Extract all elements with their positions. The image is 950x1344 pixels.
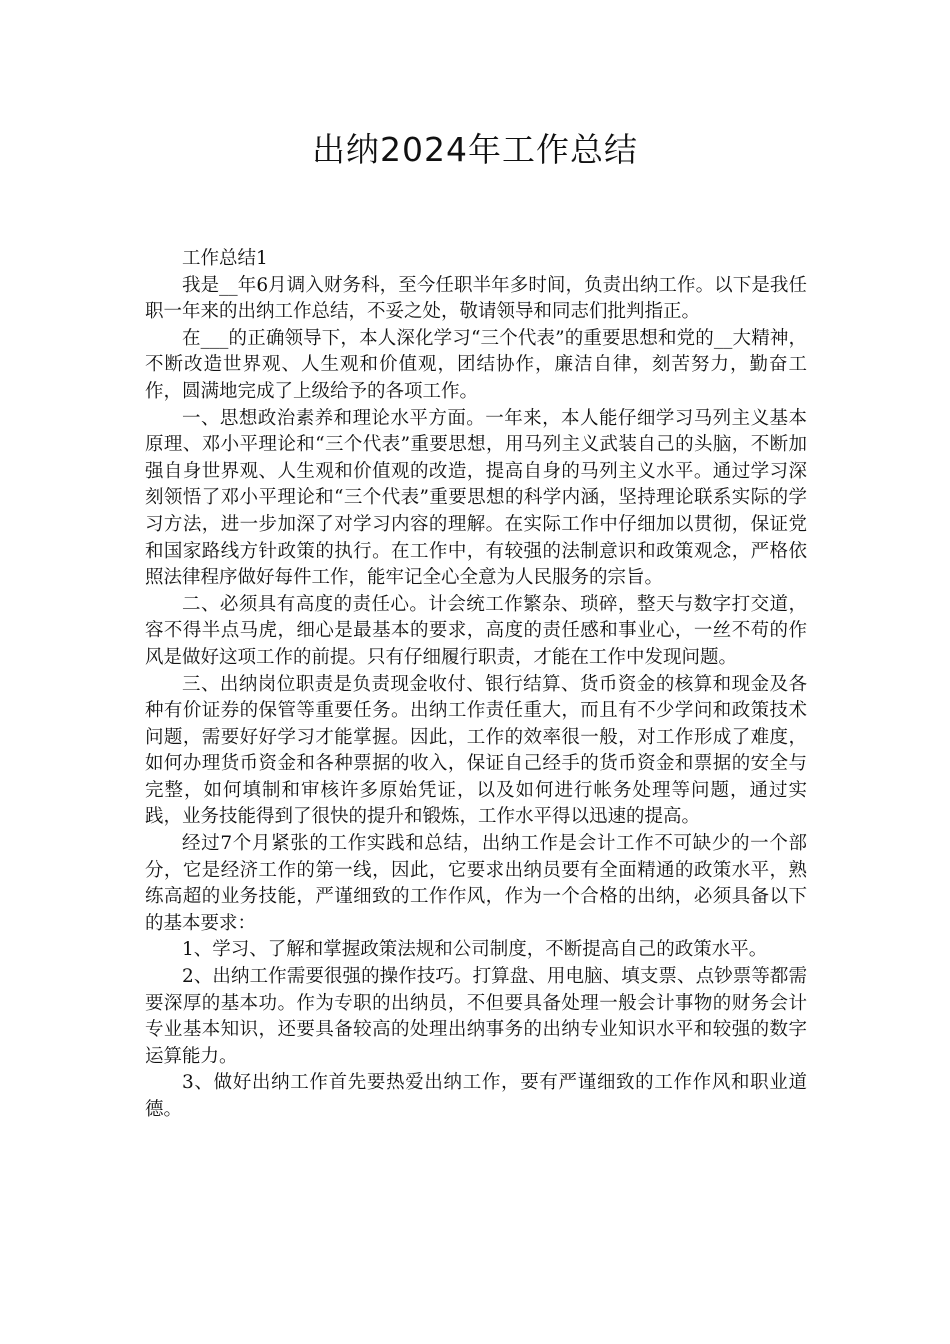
paragraph: 经过7个月紧张的工作实践和总结，出纳工作是会计工作不可缺少的一个部分，它是经济工作的第一线，因此，它要求出纳员要有全面精通的政策水平，熟练高超的业务技能，严谨细致的工作作风，作为一个合格的出纳，必须具备以下的基本要求：: [145, 833, 807, 934]
paragraph: 3、做好出纳工作首先要热爱出纳工作，要有严谨细致的工作作风和职业道德。: [145, 1072, 807, 1120]
paragraph: 三、出纳岗位职责是负责现金收付、银行结算、货币资金的核算和现金及各种有价证券的保管等重要任务。出纳工作责任重大，而且有不少学问和政策技术问题，需要好好学习才能掌握。因此，工作的效率很一般，对工作形成了难度，如何办理货币资金和各种票据的收入，保证自己经手的货币资金和票据的安全与完整，如何填制和审核许多原始凭证，以及如何进行帐务处理等问题，通过实践，业务技能得到了很快的提升和锻炼，工作水平得以迅速的提高。: [145, 673, 807, 828]
document-body: [145, 246, 807, 1124]
paragraph: 2、出纳工作需要很强的操作技巧。打算盘、用电脑、填支票、点钞票等都需要深厚的基本功。作为专职的出纳员，不但要具备处理一般会计事物的财务会计专业基本知识，还要具备较高的处理出纳事务的出纳专业知识水平和较强的数字运算能力。: [145, 966, 807, 1067]
paragraph: 二、必须具有高度的责任心。计会统工作繁杂、琐碎，整天与数字打交道，容不得半点马虎，细心是最基本的要求，高度的责任感和事业心，一丝不苟的作风是做好这项工作的前提。只有仔细履行职责，才能在工作中发现问题。: [145, 593, 807, 668]
paragraph: 在___的正确领导下，本人深化学习“三个代表”的重要思想和党的__大精神，不断改造世界观、人生观和价值观，团结协作，廉洁自律，刻苦努力，勤奋工作，圆满地完成了上级给予的各项工作。: [145, 327, 807, 402]
paragraph: 一、思想政治素养和理论水平方面。一年来，本人能仔细学习马列主义基本原理、邓小平理论和“三个代表”重要思想，用马列主义武装自己的头脑，不断加强自身世界观、人生观和价值观的改造，提高自身的马列主义水平。通过学习深刻领悟了邓小平理论和“三个代表”重要思想的科学内涵，坚持理论联系实际的学习方法，进一步加深了对学习内容的理解。在实际工作中仔细加以贯彻，保证党和国家路线方针政策的执行。在工作中，有较强的法制意识和政策观念，严格依照法律程序做好每件工作，能牢记全心全意为人民服务的宗旨。: [145, 407, 807, 589]
document-title: 出纳2024年工作总结: [312, 130, 638, 169]
paragraph: 我是__年6月调入财务科，至今任职半年多时间，负责出纳工作。以下是我任职一年来的出纳工作总结，不妥之处，敬请领导和同志们批判指正。: [145, 274, 807, 323]
paragraph: 1、学习、了解和掌握政策法规和公司制度，不断提高自己的政策水平。: [182, 939, 768, 961]
paragraph-heading: 工作总结1: [182, 248, 268, 269]
